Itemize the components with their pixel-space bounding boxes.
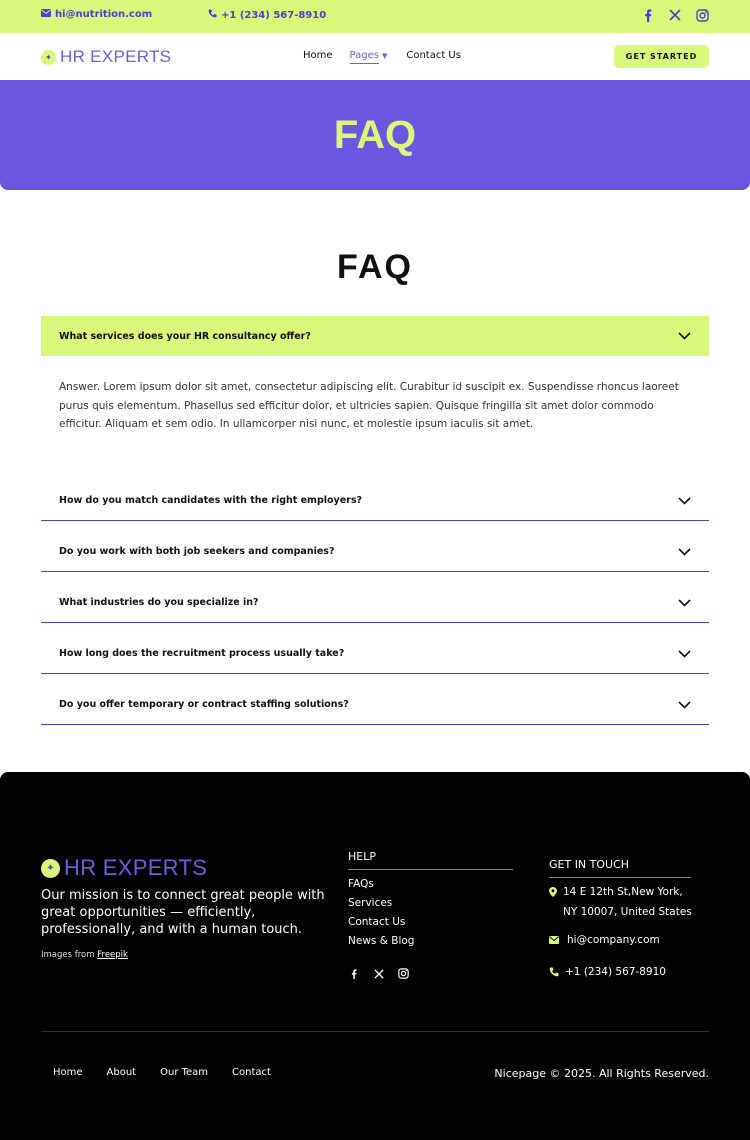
footer-logo-text: HR EXPERTS bbox=[64, 855, 208, 880]
x-icon[interactable] bbox=[373, 968, 384, 979]
footer-nav-home[interactable]: Home bbox=[53, 1067, 83, 1078]
faq-question-open[interactable] bbox=[41, 316, 709, 356]
footer-nav bbox=[53, 1067, 271, 1078]
image-credits bbox=[41, 950, 128, 960]
instagram-icon[interactable] bbox=[398, 968, 409, 979]
topbar-email[interactable] bbox=[41, 9, 152, 20]
footer-divider bbox=[41, 1031, 709, 1032]
help-link-contact[interactable]: Contact Us bbox=[348, 916, 406, 928]
faq-question[interactable] bbox=[41, 634, 709, 674]
topbar-phone-text: +1 (234) 567-8910 bbox=[221, 9, 327, 21]
footer-address-text: 14 E 12th St,New York, NY 10007, United States bbox=[563, 886, 692, 918]
help-link-news[interactable]: News & Blog bbox=[348, 935, 415, 947]
main-nav bbox=[303, 50, 461, 64]
faq-question-text: Do you work with both job seekers and companies? bbox=[59, 546, 335, 557]
nav-contact[interactable]: Contact Us bbox=[406, 50, 461, 61]
faq-question[interactable] bbox=[41, 532, 709, 572]
main-header bbox=[0, 33, 750, 80]
footer-email-text: hi@company.com bbox=[567, 934, 660, 946]
footer-nav-about[interactable]: About bbox=[106, 1067, 137, 1078]
faq-question[interactable] bbox=[41, 583, 709, 623]
footer-address bbox=[549, 882, 699, 922]
faq-item[interactable] bbox=[41, 470, 709, 521]
nav-pages[interactable] bbox=[350, 50, 379, 64]
mission-text: Our mission is to connect great people with great opportunities — efficiently, professionally, and with a human touch. bbox=[41, 888, 325, 937]
faq-question-text: How long does the recruitment process usually take? bbox=[59, 648, 345, 659]
chevron-down-icon[interactable] bbox=[678, 331, 692, 341]
footer-email[interactable] bbox=[549, 930, 660, 950]
topbar-phone[interactable] bbox=[208, 9, 326, 21]
topbar-email-text: hi@nutrition.com bbox=[55, 9, 153, 20]
instagram-icon[interactable] bbox=[695, 8, 709, 22]
footer-nav-team[interactable]: Our Team bbox=[160, 1067, 209, 1078]
faq-item[interactable] bbox=[41, 572, 709, 623]
hero-title: FAQ bbox=[333, 112, 417, 157]
faq-question-text: Do you offer temporary or contract staffing solutions? bbox=[59, 699, 349, 710]
faq-question[interactable] bbox=[41, 481, 709, 521]
mail-icon bbox=[41, 9, 51, 20]
header-logo[interactable] bbox=[41, 47, 171, 67]
chevron-down-icon[interactable] bbox=[678, 598, 692, 608]
chevron-down-icon[interactable] bbox=[678, 649, 692, 659]
nav-home[interactable]: Home bbox=[303, 50, 333, 61]
facebook-icon[interactable] bbox=[348, 968, 359, 979]
help-heading: HELP bbox=[348, 850, 513, 870]
logo-badge-icon: ✦ bbox=[41, 859, 60, 878]
phone-icon bbox=[208, 9, 217, 21]
chevron-down-icon[interactable] bbox=[678, 700, 692, 710]
faq-question-text: What industries do you specialize in? bbox=[59, 597, 259, 608]
credits-prefix: Images from bbox=[41, 950, 95, 960]
nav-pages-label: Pages bbox=[349, 50, 379, 61]
faq-question-text: How do you match candidates with the right employers? bbox=[59, 495, 363, 506]
help-link-services[interactable]: Services bbox=[348, 897, 393, 909]
faq-item[interactable] bbox=[41, 623, 709, 674]
hero-banner bbox=[0, 80, 750, 190]
get-in-touch-heading: GET IN TOUCH bbox=[549, 858, 691, 878]
chevron-down-icon[interactable] bbox=[678, 547, 692, 557]
faq-question[interactable] bbox=[41, 685, 709, 725]
footer-socials bbox=[348, 968, 409, 979]
location-pin-icon bbox=[549, 882, 557, 922]
logo-badge-icon: ✦ bbox=[41, 50, 56, 65]
help-link-faqs[interactable]: FAQs bbox=[348, 878, 374, 890]
copyright-text: Nicepage © 2025. All Rights Reserved. bbox=[494, 1067, 709, 1080]
faq-item[interactable] bbox=[41, 521, 709, 572]
facebook-icon[interactable] bbox=[641, 8, 655, 22]
phone-icon bbox=[549, 962, 559, 982]
footer-phone-text: +1 (234) 567-8910 bbox=[565, 966, 666, 978]
faq-item[interactable] bbox=[41, 674, 709, 725]
get-started-button[interactable]: GET STARTED bbox=[614, 45, 709, 68]
faq-section-title: FAQ bbox=[337, 248, 413, 286]
site-footer bbox=[0, 772, 750, 1140]
chevron-down-icon[interactable]: ▼ bbox=[381, 52, 388, 60]
freepik-link[interactable]: Freepik bbox=[97, 950, 128, 960]
faq-question-text: What services does your HR consultancy offer? bbox=[59, 330, 311, 342]
topbar-socials bbox=[641, 8, 709, 22]
logo-text: HR EXPERTS bbox=[60, 47, 172, 66]
faq-accordion bbox=[41, 316, 709, 725]
mail-icon bbox=[549, 930, 559, 950]
chevron-down-icon[interactable] bbox=[678, 496, 692, 506]
footer-nav-contact[interactable]: Contact bbox=[232, 1067, 271, 1078]
x-icon[interactable] bbox=[668, 8, 682, 22]
help-links bbox=[348, 878, 414, 947]
faq-answer: Answer. Lorem ipsum dolor sit amet, consectetur adipiscing elit. Curabitur id suscipit ex. Suspendisse rhoncus laoreet purus quis elementum. Phasellus sed efficitur dolor, et ultricies sapien. Quisque fringilla sit amet dolor commodo efficitur. Aliquam et sem odio. In ullamcorper nisi nunc, et molestie ipsum iaculis sit amet. bbox=[59, 381, 679, 430]
top-bar bbox=[0, 0, 750, 33]
footer-phone[interactable] bbox=[549, 962, 666, 982]
footer-logo[interactable] bbox=[41, 855, 207, 881]
